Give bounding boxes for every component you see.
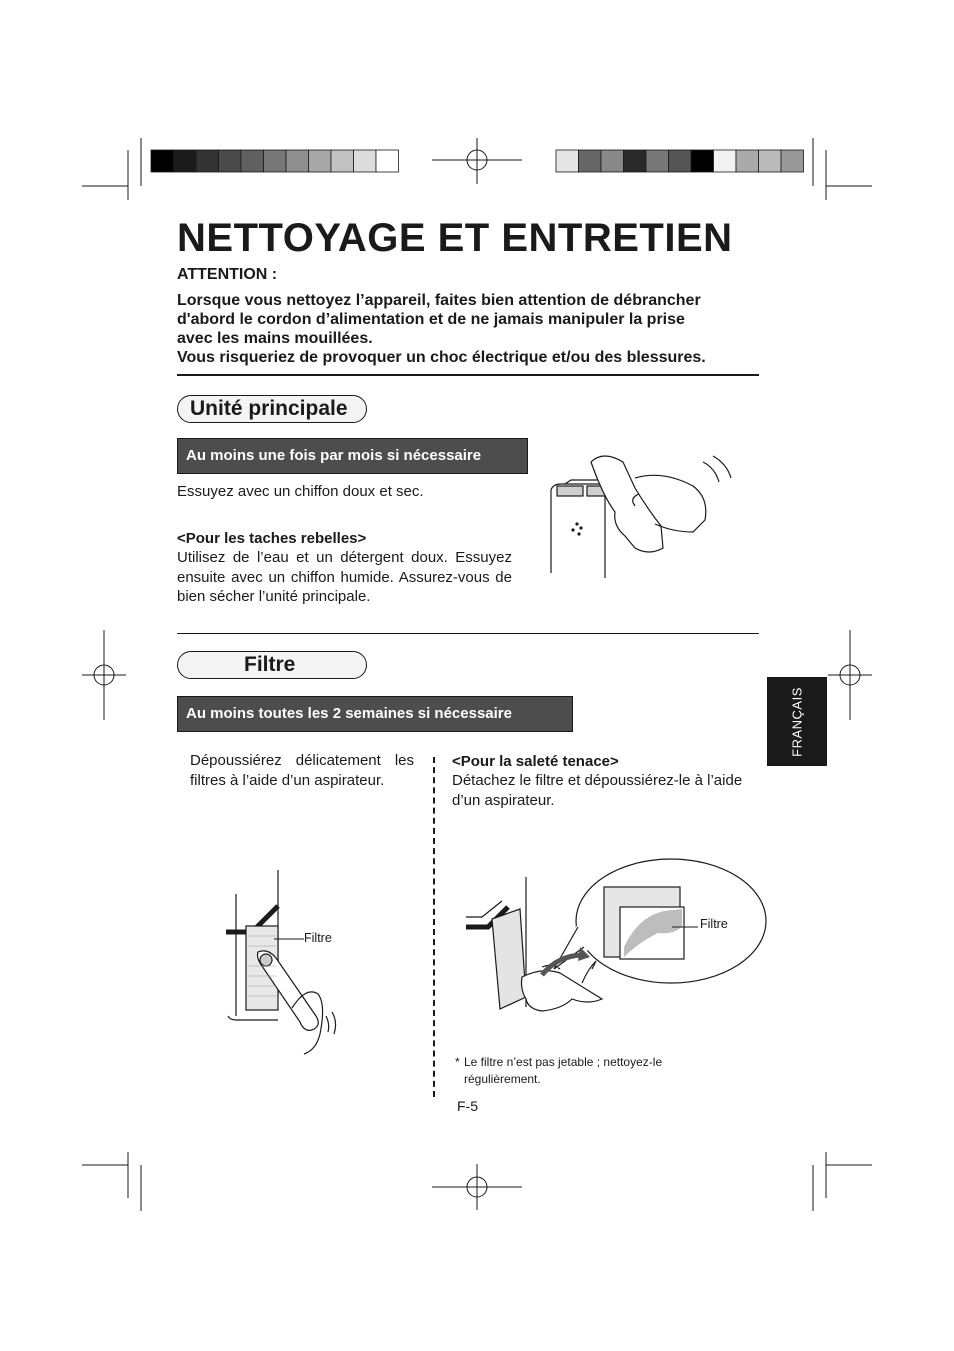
section-heading-filter bbox=[177, 651, 367, 679]
filter-right-text: Détachez le filtre et dépoussiérez-le à l’aide d’un aspirateur. bbox=[452, 772, 743, 809]
divider bbox=[177, 633, 759, 634]
filter-right-heading: <Pour la saleté tenace> bbox=[452, 753, 619, 770]
section-heading-label: Unité principale bbox=[190, 397, 348, 420]
main-unit-instruction: Essuyez avec un chiffon doux et sec. bbox=[177, 483, 424, 500]
filter-left-text: Dépoussiérez délicatement les filtres à l’aide d’un aspirateur. bbox=[190, 752, 414, 789]
detach-filter-illustration bbox=[462, 857, 772, 1047]
page-number: F-5 bbox=[457, 1098, 478, 1114]
frequency-band-filter: Au moins toutes les 2 semaines si nécessaire bbox=[177, 696, 573, 732]
vacuum-illustration bbox=[222, 866, 342, 1056]
stains-text: Utilisez de l’eau et un détergent doux. Essuyez ensuite avec un chiffon humide. Assurez-vous de bien sécher l’unité principale. bbox=[177, 549, 512, 605]
dashed-separator bbox=[433, 757, 435, 1097]
page-title: NETTOYAGE ET ENTRETIEN bbox=[177, 216, 733, 260]
attention-line: Lorsque vous nettoyez l’appareil, faites bien attention de débrancher bbox=[177, 292, 701, 309]
wiping-illustration bbox=[543, 448, 743, 583]
attention-heading: ATTENTION : bbox=[177, 266, 278, 283]
attention-line: d'abord le cordon d’alimentation et de ne jamais manipuler la prise bbox=[177, 311, 685, 328]
frequency-band-main-unit: Au moins une fois par mois si nécessaire bbox=[177, 438, 528, 474]
note-line: Le filtre n’est pas jetable ; nettoyez-le bbox=[464, 1055, 663, 1069]
filter-note bbox=[464, 1054, 764, 1088]
attention-line: avec les mains mouillées. bbox=[177, 330, 373, 347]
filter-label-right: Filtre bbox=[700, 917, 728, 931]
attention-line: Vous risqueriez de provoquer un choc électrique et/ou des blessures. bbox=[177, 349, 706, 366]
attention-text bbox=[177, 291, 777, 367]
section-heading-main-unit bbox=[177, 395, 367, 423]
note-line: régulièrement. bbox=[464, 1072, 541, 1086]
section-heading-label: Filtre bbox=[244, 653, 296, 676]
language-tab bbox=[767, 677, 827, 766]
divider bbox=[177, 374, 759, 376]
note-star: * bbox=[455, 1055, 460, 1069]
stains-heading: <Pour les taches rebelles> bbox=[177, 530, 367, 547]
filter-label-left: Filtre bbox=[304, 931, 332, 945]
language-tab-label: FRANÇAIS bbox=[789, 686, 805, 757]
